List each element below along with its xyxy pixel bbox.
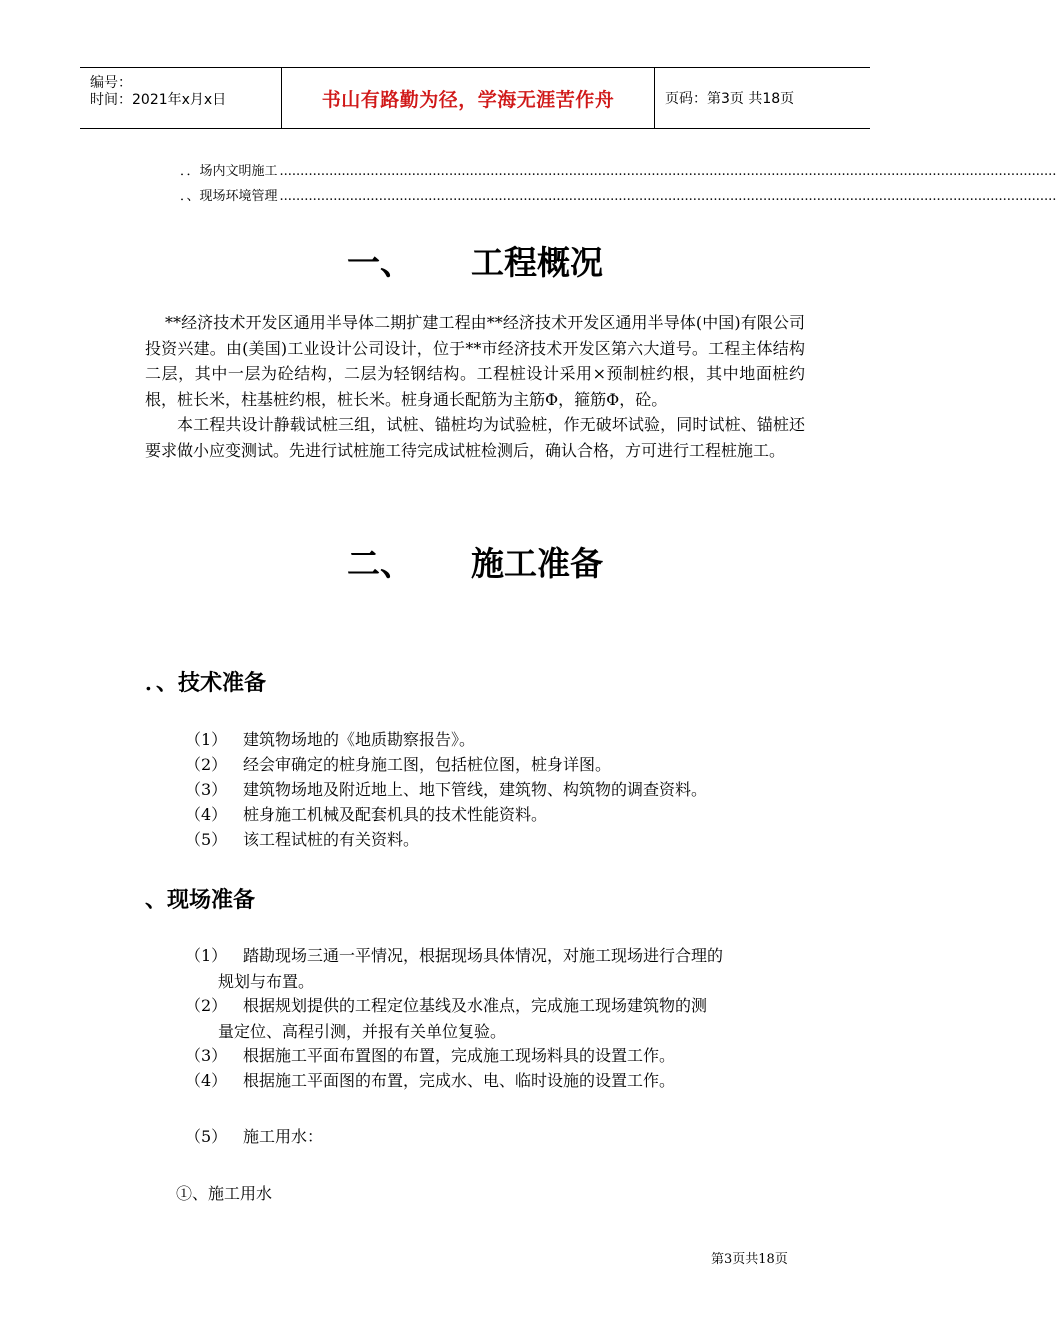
toc-leader-dots: ............................................................................................................................................................................................ — [279, 189, 1056, 204]
list-item — [185, 777, 807, 803]
list-item-text: 该工程试桩的有关资料。 — [243, 830, 420, 849]
section-title: 施工准备 — [471, 544, 603, 583]
header-meta-cell — [80, 68, 282, 128]
list-item-text: 根据规划提供的工程定位基线及水准点，完成施工现场建筑物的测 — [243, 996, 708, 1015]
list-item-text: 经会审确定的桩身施工图，包括桩位图，桩身详图。 — [243, 755, 612, 774]
list-item — [185, 802, 807, 828]
list-item-number: （3） — [185, 1046, 228, 1065]
list-item — [185, 1124, 807, 1150]
list-item-text: 桩身施工机械及配套机具的技术性能资料。 — [243, 805, 548, 824]
sub-list-item-text: ①、施工用水 — [176, 1184, 273, 1203]
section-heading — [0, 538, 950, 585]
list-item-number: （2） — [185, 755, 228, 774]
overview-paragraph: 本工程共设计静载试桩三组，试桩、锚桩均为试验桩，作无破坏试验，同时试桩、锚桩还要求做小应变测试。先进行试桩施工待完成试桩检测后，确认合格，方可进行工程桩施工。 — [145, 415, 805, 460]
list-item — [185, 1068, 807, 1094]
list-item — [185, 727, 807, 753]
section-number: 二、 — [347, 544, 413, 583]
toc-entry-label: ．．场内文明施工 — [180, 164, 278, 179]
list-item-text: 建筑物场地的《地质勘察报告》。 — [243, 730, 476, 749]
list-item — [185, 827, 807, 853]
list-item — [185, 1043, 807, 1069]
section-heading — [0, 237, 950, 284]
list-item-number: （4） — [185, 1071, 228, 1090]
header-motto-cell — [282, 68, 655, 128]
list-item-number: （5） — [185, 830, 228, 849]
subsection-heading-tech: ．、技术准备 — [145, 671, 267, 696]
page-footer-number: 第3页共18页 — [711, 1252, 788, 1267]
sub-list-item — [176, 1181, 798, 1207]
list-item-text: 施工用水： — [243, 1127, 324, 1146]
header-page-cell — [655, 68, 870, 128]
subsection-heading-site: 、现场准备 — [145, 888, 256, 913]
toc-entry[interactable] — [180, 185, 1056, 204]
list-item-text: 根据施工平面图的布置，完成水、电、临时设施的设置工作。 — [243, 1071, 676, 1090]
list-item-number: （1） — [185, 730, 228, 749]
toc-entry-label: ．、现场环境管理 — [180, 189, 278, 204]
section-title: 工程概况 — [471, 243, 603, 282]
list-item-number: （3） — [185, 780, 228, 799]
list-item — [185, 993, 807, 1045]
list-item-continuation: 规划与布置。 — [218, 972, 315, 991]
overview-body — [145, 310, 805, 464]
toc-entry[interactable] — [180, 160, 1056, 179]
header-page-number: 页码：第3页 共18页 — [665, 91, 795, 107]
list-item-text: 根据施工平面布置图的布置，完成施工现场料具的设置工作。 — [243, 1046, 676, 1065]
list-item-text: 踏勘现场三通一平情况，根据现场具体情况，对施工现场进行合理的 — [243, 946, 724, 965]
list-item-number: （2） — [185, 996, 228, 1015]
document-id-label: 编号： — [90, 75, 132, 91]
section-number: 一、 — [347, 243, 413, 282]
overview-paragraph: **经济技术开发区通用半导体二期扩建工程由**经济技术开发区通用半导体(中国)有限公司投资兴建。由(美国)工业设计公司设计，位于**市经济技术开发区第六大道号。工程主体结构二层，其中一层为砼结构，二层为轻钢结构。工程桩设计采用×预制桩约根，其中地面桩约根，桩长米，柱基桩约根，桩长米。桩身通长配筋为主筋Φ，箍筋Φ，砼。 — [145, 313, 805, 409]
page-header — [80, 67, 870, 129]
list-item-continuation: 量定位、高程引测，并报有关单位复验。 — [218, 1022, 507, 1041]
toc-leader-dots: ............................................................................................................................................................................................ — [279, 164, 1056, 179]
list-item — [185, 943, 807, 995]
list-item-text: 建筑物场地及附近地上、地下管线，建筑物、构筑物的调查资料。 — [243, 780, 708, 799]
header-motto: 书山有路勤为径，学海无涯苦作舟 — [321, 88, 615, 111]
list-item-number: （5） — [185, 1127, 228, 1146]
document-time-label: 时间：2021年x月x日 — [90, 92, 227, 108]
list-item — [185, 752, 807, 778]
list-item-number: （1） — [185, 946, 228, 965]
list-item-number: （4） — [185, 805, 228, 824]
